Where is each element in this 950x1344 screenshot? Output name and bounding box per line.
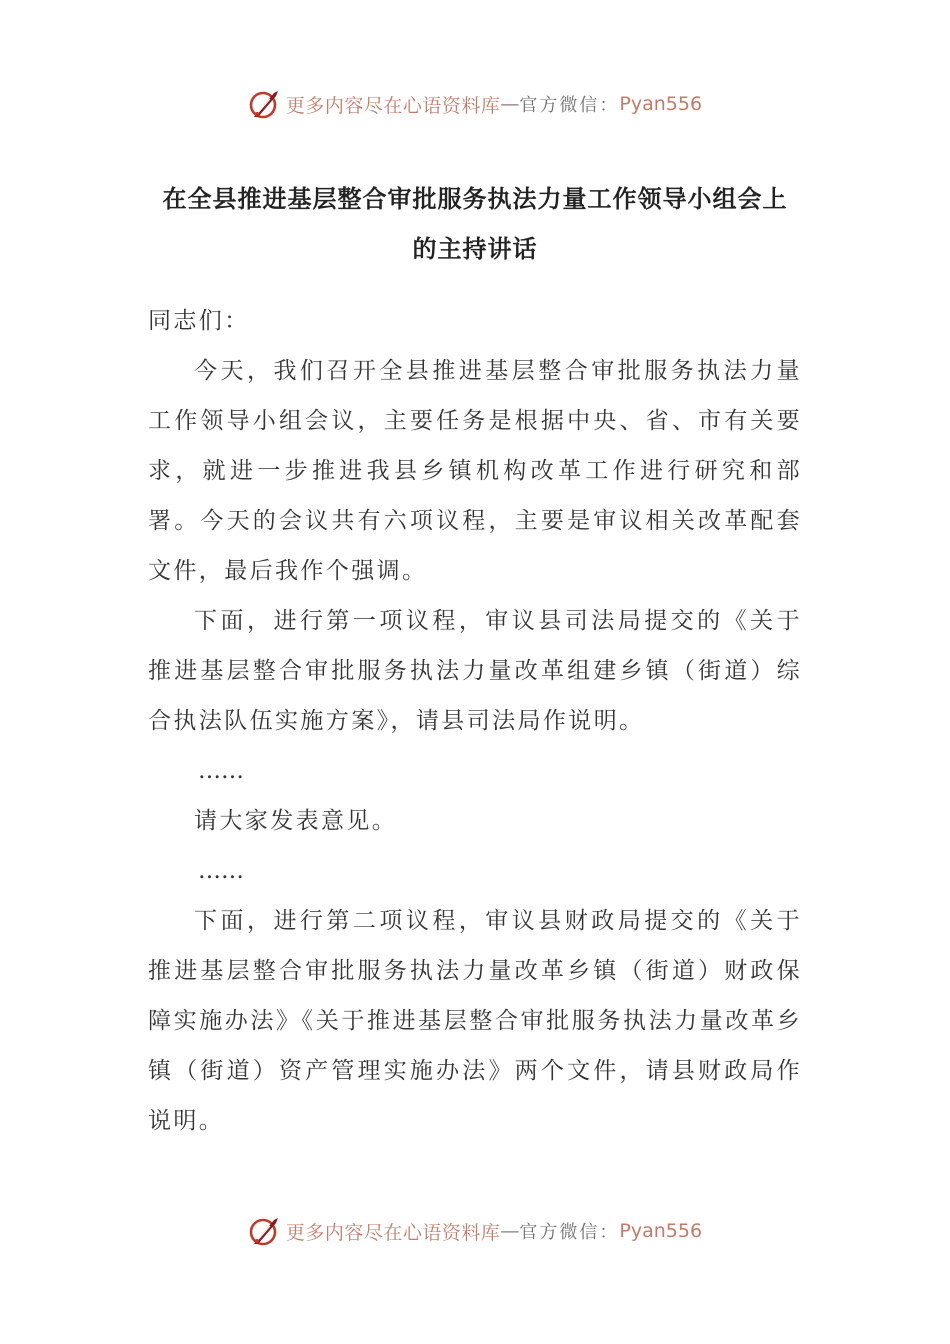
watermark-banner-top <box>0 84 950 124</box>
paragraph-4: 下面，进行第二项议程，审议县财政局提交的《关于推进基层整合审批服务执法力量改革乡镇（街道）财政保障实施办法》《关于推进基层整合审批服务执法力量改革乡镇（街道）资产管理实施办法》两个文件，请县财政局作说明。 <box>148 908 802 1134</box>
watermark-wechat-label: 官方微信： <box>519 1222 620 1243</box>
salutation: 同志们： <box>148 308 250 334</box>
paragraph-3: 请大家发表意见。 <box>194 808 398 834</box>
paragraph-2: 下面，进行第一项议程，审议县司法局提交的《关于推进基层整合审批服务执法力量改革组建乡镇（街道）综合执法队伍实施方案》，请县司法局作说明。 <box>148 608 802 734</box>
watermark-site-text: 更多内容尽在心语资料库 <box>285 1221 501 1244</box>
ellipsis-2: …… <box>198 858 244 884</box>
watermark-wechat-label: 官方微信： <box>519 95 620 116</box>
document-title <box>148 174 802 274</box>
paragraph-1: 今天，我们召开全县推进基层整合审批服务执法力量工作领导小组会议，主要任务是根据中央、省、市有关要求，就进一步推进我县乡镇机构改革工作进行研究和部署。今天的会议共有六项议程，主要是审议相关改革配套文件，最后我作个强调。 <box>148 358 802 584</box>
ellipsis-1: …… <box>198 758 244 784</box>
watermark-wechat-id: Pyan556 <box>619 93 703 115</box>
quill-pen-circle-icon <box>248 1214 282 1248</box>
watermark-dash: — <box>500 93 520 115</box>
title-line-1: 在全县推进基层整合审批服务执法力量工作领导小组会上 <box>162 185 788 213</box>
quill-pen-circle-icon <box>248 87 282 121</box>
title-line-2: 的主持讲话 <box>412 235 538 263</box>
watermark-dash: — <box>500 1220 520 1242</box>
watermark-banner-bottom <box>0 1211 950 1251</box>
watermark-wechat-id: Pyan556 <box>619 1220 703 1242</box>
document-body <box>148 296 802 1146</box>
watermark-site-text: 更多内容尽在心语资料库 <box>285 94 501 117</box>
